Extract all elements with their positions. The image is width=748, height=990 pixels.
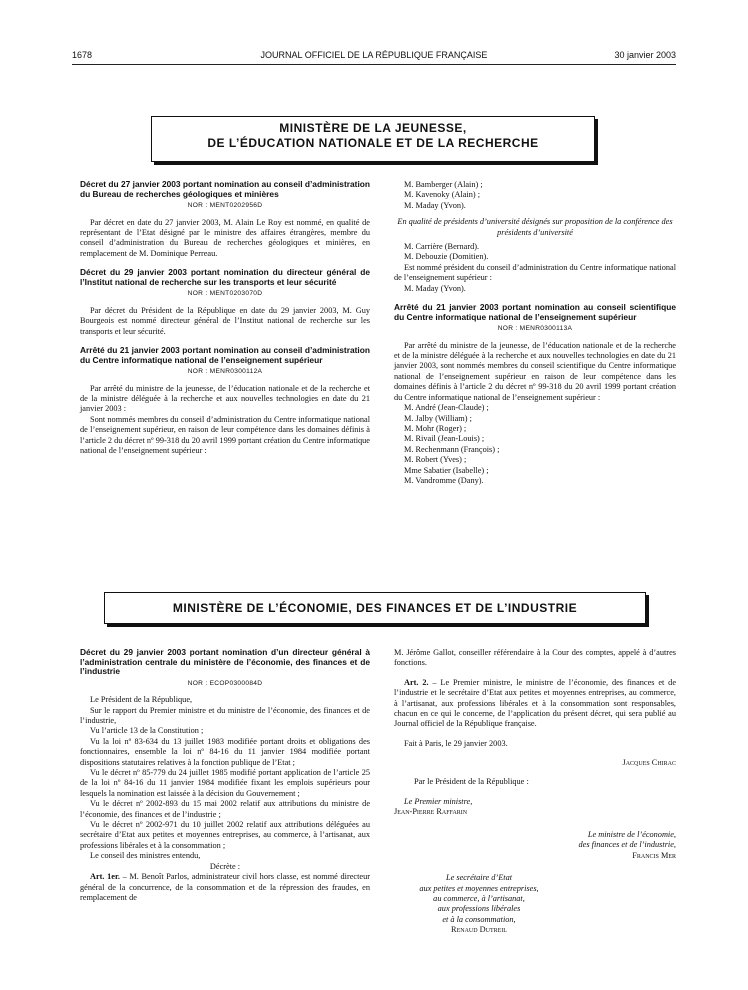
article-1-continuation: M. Jérôme Gallot, conseiller référendaire à la Cour des comptes, appelé à d’autres fonctions. — [394, 648, 676, 668]
list-item: M. Vandromme (Dany). — [404, 475, 484, 485]
minister-title-2: des finances et de l’industrie, — [578, 840, 676, 850]
article-1 — [80, 872, 370, 903]
decree-body: Par décret en date du 27 janvier 2003, M. Alain Le Roy est nommé, en qualité de représentant de l’Etat désigné par le ministre des affaires étrangères, membre du conseil d’administration du Bureau de recherches géologiques et minières, en remplacement de M. Dominique Perreau. — [80, 217, 370, 258]
arrete-title: Arrêté du 21 janvier 2003 portant nomination au conseil scientifique du Centre informatique national de l’enseignement supérieur — [394, 302, 676, 322]
secretary-line: aux professions libérales — [437, 904, 521, 914]
decree-body: Par décret du Président de la République en date du 29 janvier 2003, M. Guy Bourgeois est nommé directeur général de l’Institut national de recherche sur les transports et leur sécurité. — [80, 305, 370, 336]
by-president: Par le Président de la République : — [414, 776, 529, 786]
list-item: M. Robert (Yves) ; — [404, 455, 467, 465]
arrete-body: Par arrêté du ministre de la jeunesse, de l’éducation nationale et de la recherche et de la ministre déléguée à la recherche et aux nouvelles technologies en date du 21 janvier 2003 : — [80, 383, 370, 414]
right-column-education — [394, 180, 676, 486]
ministry-heading-education — [151, 116, 595, 162]
nor-reference: NOR : MENT0202956D — [187, 202, 263, 210]
member-list — [394, 180, 676, 211]
signature-president: Jacques Chirac — [622, 758, 676, 768]
decree-para: Le Président de la République, — [90, 695, 193, 705]
article-text: – Le Premier ministre, le ministre de l’économie, des finances et de l’industrie et le secrétaire d’Etat aux petites et moyennes entreprises, au commerce, à l’artisanat, aux professions libérales et à la consommation sont responsables, chacun en ce qui le concerne, de l’application du présent décret, qui sera publié au Journal officiel de la République française. — [394, 677, 676, 729]
decree-para: Sur le rapport du Premier ministre et du ministre de l’économie, des finances et de l’industrie, — [80, 705, 370, 725]
minister-name: Francis Mer — [632, 850, 676, 860]
ministry-heading-line2: DE L’ÉDUCATION NATIONALE ET DE LA RECHERCHE — [207, 136, 539, 150]
secretary-line: au commerce, à l’artisanat, — [433, 893, 525, 903]
list-item: M. Rechenmann (François) ; — [404, 444, 500, 454]
list-item: M. André (Jean-Claude) ; — [404, 403, 489, 413]
list-item: M. Debouzie (Domitien). — [404, 252, 489, 262]
presidents-heading: En qualité de présidents d’université désignés sur proposition de la conférence des présidents d’université — [397, 217, 673, 237]
journal-title: JOURNAL OFFICIEL DE LA RÉPUBLIQUE FRANÇAISE — [260, 50, 488, 60]
article-label: Art. 1er. — [90, 872, 120, 882]
ministry-heading-economy: MINISTÈRE DE L’ÉCONOMIE, DES FINANCES ET DE L’INDUSTRIE — [104, 592, 646, 624]
decree-para: Le conseil des ministres entendu, — [90, 851, 201, 861]
arrete-body: Sont nommés membres du conseil d’administration du Centre informatique national de l’enseignement supérieur, en raison de leur compétence dans les domaines définis à l’article 2 du décret nº 99-318 du 20 avril 1999 portant création du Centre informatique national de l’enseignement supérieur : — [80, 414, 370, 456]
list-item: Mme Sabatier (Isabelle) ; — [404, 465, 489, 475]
decrete-label: Décrète : — [209, 861, 241, 871]
secretary-title — [394, 873, 564, 925]
article-2 — [394, 678, 676, 730]
article-text: – M. Benoît Parlos, administrateur civil hors classe, est nommé directeur général de la concurrence, de la consommation et de la répression des fraudes, en remplacement de — [80, 872, 370, 902]
member-list — [394, 403, 676, 486]
left-column-economy — [80, 648, 370, 903]
decree-para: Vu le décret nº 2002-893 du 15 mai 2002 relatif aux attributions du ministre de l’économie, des finances et de l’industrie ; — [80, 799, 370, 819]
decree-para: Vu le décret nº 85-779 du 24 juillet 1985 modifié portant application de l’article 25 de la loi nº 84-16 du 11 janvier 1984 modifiée fixant les emplois supérieurs pour lesquels la nomination est laissée à la décision du Gouvernement ; — [80, 768, 370, 798]
decree-para: Vu la loi nº 83-634 du 13 juillet 1983 modifiée portant droits et obligations des fonctionnaires, ensemble la loi nº 84-16 du 11 janvier 1984 modifiée portant dispositions statutaires relatives à la fonction publique de l’Etat ; — [80, 736, 370, 767]
list-item: M. Mohr (Roger) ; — [404, 423, 467, 433]
page-number: 1678 — [72, 50, 93, 60]
list-item: M. Jalby (William) ; — [404, 413, 472, 423]
decree-title: Décret du 29 janvier 2003 portant nomination d’un directeur général à l’administration centrale du ministère de l’économie, des finances et de l’industrie — [80, 647, 370, 677]
decree-title: Décret du 29 janvier 2003 portant nomination du directeur général de l’Institut national de recherche sur les transports et leur sécurité — [80, 267, 370, 287]
page-header — [72, 50, 676, 65]
nor-reference: NOR : MENR0300113A — [497, 325, 573, 333]
pm-name: Jean-Pierre Raffarin — [394, 807, 468, 817]
list-item: M. Maday (Yvon). — [404, 200, 466, 210]
secretary-line: et à la consommation, — [442, 914, 516, 924]
secretary-line: aux petites et moyennes entreprises, — [419, 883, 539, 893]
nor-reference: NOR : MENT0203070D — [187, 290, 263, 298]
list-item: M. Maday (Yvon). — [404, 283, 466, 293]
list-item: M. Carrière (Bernard). — [404, 242, 480, 252]
nor-reference: NOR : MENR0300112A — [187, 368, 263, 376]
secretary-name: Renaud Dutreil — [451, 925, 507, 935]
left-column-education — [80, 180, 370, 456]
arrete-title: Arrêté du 21 janvier 2003 portant nomination au conseil d’administration du Centre informatique national de l’enseignement supérieur — [80, 345, 370, 365]
list-item: M. Rivail (Jean-Louis) ; — [404, 434, 485, 444]
list-item: M. Bamberger (Alain) ; — [404, 180, 483, 189]
article-label: Art. 2. — [404, 677, 429, 687]
decree-para: Vu l’article 13 de la Constitution ; — [90, 726, 204, 736]
president-named: Est nommé président du conseil d’administration du Centre informatique national de l’enseignement supérieur : — [394, 262, 676, 283]
decree-para: Vu le décret nº 2002-971 du 10 juillet 2002 relatif aux attributions déléguées au secrétaire d’Etat aux petites et moyennes entreprises, au commerce, à l’artisanat, aux professions libérales et à la consommation ; — [80, 820, 370, 850]
done-at: Fait à Paris, le 29 janvier 2003. — [404, 738, 508, 748]
arrete-body: Par arrêté du ministre de la jeunesse, de l’éducation nationale et de la recherche et de la ministre déléguée à la recherche et aux nouvelles technologies en date du 21 janvier 2003, sont nommés membres du conseil scientifique du Centre informatique national de l’enseignement supérieur en raison de leur compétence dans les domaines définis à l’article 2 du décret nº 99-318 du 20 avril 1999 portant création du Centre informatique national de l’enseignement supérieur : — [394, 340, 676, 402]
right-column-economy — [394, 648, 676, 936]
nor-reference: NOR : ECOP0300084D — [187, 679, 263, 687]
ministry-heading-line1: MINISTÈRE DE LA JEUNESSE, — [279, 121, 467, 135]
issue-date: 30 janvier 2003 — [614, 50, 676, 60]
pm-title: Le Premier ministre, — [404, 797, 473, 807]
list-item: M. Kavenoky (Alain) ; — [404, 190, 481, 200]
member-list — [394, 242, 676, 263]
secretary-line: Le secrétaire d’Etat — [445, 873, 513, 883]
minister-title-1: Le ministre de l’économie, — [587, 829, 676, 839]
decree-title: Décret du 27 janvier 2003 portant nomination au conseil d’administration du Bureau de recherches géologiques et minières — [80, 179, 370, 199]
